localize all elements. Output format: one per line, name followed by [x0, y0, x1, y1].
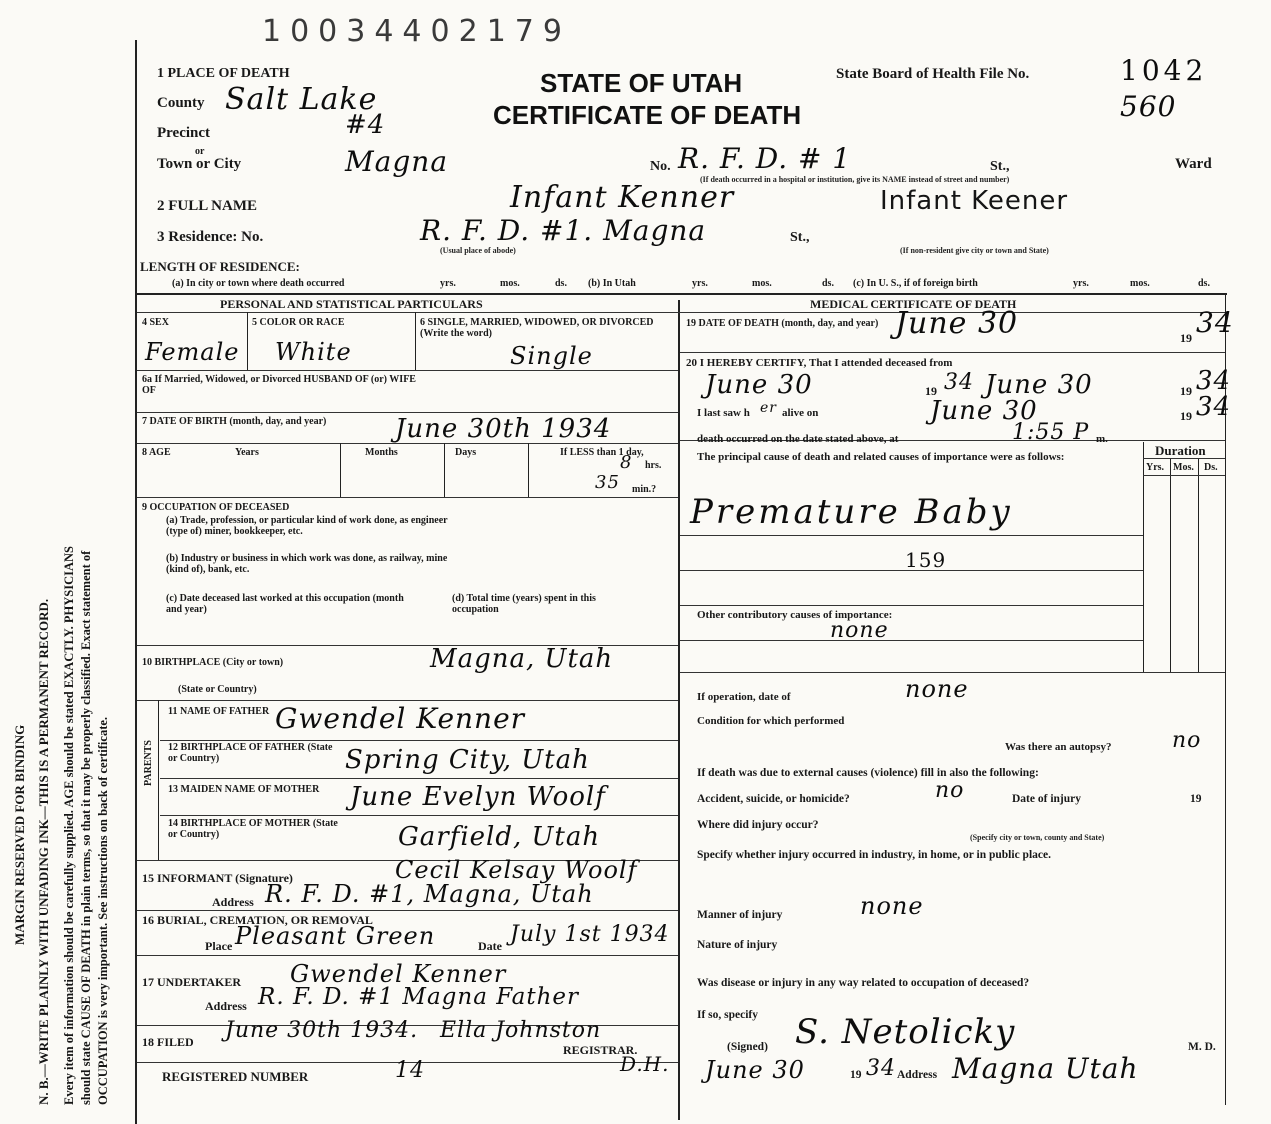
label-occupation: 9 OCCUPATION OF DECEASED [142, 502, 290, 513]
label-hrs: hrs. [645, 460, 662, 471]
value-county: Salt Lake [225, 82, 378, 117]
label-where: Where did injury occur? [697, 819, 819, 831]
value-time: 1:55 P [1012, 420, 1090, 445]
label-nature: Nature of injury [697, 939, 778, 951]
label-from-year: 19 [925, 384, 937, 398]
value-signed: S. Netolicky [795, 1012, 1016, 1052]
rule-row4 [137, 370, 678, 371]
parents-col [158, 700, 159, 860]
rule-r-cause3 [680, 605, 1143, 606]
label-residence: 3 Residence: No. [157, 229, 264, 245]
label-dur-ds: Ds. [1204, 462, 1218, 473]
label-accident: Accident, suicide, or homicide? [697, 793, 850, 805]
label-md: M. D. [1188, 1041, 1216, 1053]
title-certificate: CERTIFICATE OF DEATH [493, 100, 802, 130]
label-length-mos-a: mos. [500, 278, 520, 289]
usual-place-note: (Usual place of abode) [440, 246, 516, 255]
label-place: Place [205, 939, 233, 953]
value-alive-year: 34 [1196, 392, 1232, 422]
value-color: White [275, 338, 352, 366]
label-father-bp: 12 BIRTHPLACE OF FATHER (State or Country) [168, 742, 333, 764]
value-autopsy: no [1172, 728, 1202, 753]
label-signed: (Signed) [727, 1041, 768, 1053]
age-col-2 [444, 443, 445, 497]
label-length-mos-c: mos. [1130, 278, 1150, 289]
value-from-year: 34 [944, 370, 974, 395]
label-sex: 4 SEX [142, 317, 169, 328]
rule-row15 [137, 910, 678, 911]
value-town: Magna [345, 145, 449, 178]
value-reg-initials: D.H. [620, 1052, 670, 1076]
label-last-saw: I last saw h [697, 407, 750, 419]
label-father-name: 11 NAME OF FATHER [168, 706, 270, 717]
value-mother-name: June Evelyn Woolf [350, 782, 606, 812]
label-external: If death was due to external causes (violence) fill in also the following: [697, 767, 1039, 779]
label-to-year: 19 [1180, 384, 1192, 398]
label-length-ds-a: ds. [555, 278, 567, 289]
label-informant-address: Address [212, 895, 254, 909]
label-injury-year: 19 [1190, 793, 1202, 805]
value-undertaker-address: R. F. D. #1 Magna Father [258, 984, 579, 1010]
label-filed: 18 FILED [142, 1035, 194, 1049]
rule-r-contrib [680, 640, 1143, 641]
label-mother-bp: 14 BIRTHPLACE OF MOTHER (State or Country) [168, 818, 338, 840]
age-col-3 [528, 443, 529, 497]
value-full-name-typed: Infant Keener [880, 186, 1069, 216]
label-date-death: 19 DATE OF DEATH (month, day, and year) [686, 318, 879, 329]
label-color: 5 COLOR OR RACE [252, 317, 345, 328]
label-informant: 15 INFORMANT (Signature) [142, 871, 293, 885]
value-residence: R. F. D. #1. Magna [420, 214, 707, 247]
rule-row10 [137, 700, 678, 701]
center-divider [678, 300, 680, 1120]
value-father-name: Gwendel Kenner [275, 702, 526, 735]
rule-row6a [137, 412, 678, 413]
value-from-date: June 30 [705, 370, 813, 400]
label-alive-on: alive on [782, 407, 819, 419]
label-burial-date: Date [478, 939, 502, 953]
label-mother-name: 13 MAIDEN NAME OF MOTHER [168, 784, 320, 795]
value-reg-number: 14 [395, 1058, 425, 1083]
value-full-name: Infant Kenner [510, 180, 735, 215]
label-manner: Manner of injury [697, 909, 783, 921]
value-mother-bp: Garfield, Utah [398, 822, 601, 852]
nonresident-note: (If non-resident give city or town and State) [900, 246, 1049, 255]
value-age-hrs: 8 [620, 452, 633, 473]
label-ward: Ward [1175, 156, 1212, 172]
label-certify: 20 I HEREBY CERTIFY, That I attended deceased from [686, 357, 953, 369]
label-sign-address: Address [897, 1069, 938, 1081]
value-last-saw-her: er [760, 400, 777, 416]
board-label: State Board of Health File No. [836, 66, 1030, 82]
value-street-no: R. F. D. # 1 [678, 142, 852, 175]
label-age: 8 AGE [142, 447, 171, 458]
label-birthplace: 10 BIRTHPLACE (City or town) [142, 657, 284, 668]
duration-col-3 [1198, 458, 1199, 672]
value-filed: June 30th 1934. [225, 1018, 419, 1043]
label-length-yrs-c: yrs. [1073, 278, 1089, 289]
label-undertaker-address: Address [205, 999, 247, 1013]
label-if-so: If so, specify [697, 1009, 759, 1021]
rule-r19 [680, 352, 1225, 353]
value-informant: Cecil Kelsay Woolf [395, 856, 638, 884]
margin-instructions-1: Every item of information should be carefully supplied. AGE should be stated EXACTLY. PHYSICIANS [62, 546, 76, 1105]
label-dur-yrs: Yrs. [1146, 462, 1165, 473]
margin-instructions-3: OCCUPATION is very important. See instructions on back of certificate. [96, 716, 110, 1105]
label-alive-year: 19 [1180, 409, 1192, 423]
label-m: m. [1096, 433, 1108, 445]
label-place-of-death: 1 PLACE OF DEATH [157, 66, 290, 81]
file-number-2: 560 [1120, 90, 1177, 123]
label-burial: 16 BURIAL, CREMATION, OR REMOVAL [142, 913, 373, 927]
label-length-b: (b) In Utah [588, 278, 636, 289]
where-note: (Specify city or town, county and State) [970, 833, 1105, 842]
label-months: Months [365, 447, 398, 458]
label-occ-c: (c) Date deceased last worked at this occupation (month and year) [166, 593, 404, 615]
label-occ-a: (a) Trade, profession, or particular kind of work done, as engineer (type of) miner, bookkeeper, etc. [166, 515, 448, 537]
label-state-country: (State or Country) [178, 684, 257, 695]
value-sign-year: 34 [866, 1056, 896, 1081]
value-birthplace: Magna, Utah [430, 644, 614, 674]
age-col-1 [340, 443, 341, 497]
value-contributory: none [830, 618, 889, 643]
rule-section-head [137, 312, 1227, 313]
label-sign-year: 19 [850, 1069, 862, 1081]
margin-binding: MARGIN RESERVED FOR BINDING [12, 724, 27, 945]
value-father-bp: Spring City, Utah [345, 745, 590, 775]
label-length-yrs-a: yrs. [440, 278, 456, 289]
section-personal: PERSONAL AND STATISTICAL PARTICULARS [220, 297, 483, 311]
label-undertaker: 17 UNDERTAKER [142, 975, 242, 989]
rule-row16 [137, 955, 678, 956]
value-marital: Single [510, 342, 593, 370]
value-operation: none [905, 675, 969, 703]
label-occ-b: (b) Industry or business in which work was done, as railway, mine (kind of), bank, etc. [166, 553, 448, 575]
rule-row12 [160, 778, 678, 779]
label-condition: Condition for which performed [697, 715, 845, 727]
rule-row13 [160, 815, 678, 816]
label-registrar: REGISTRAR. [563, 1043, 638, 1057]
value-accident: no [935, 778, 965, 803]
value-cause: Premature Baby [690, 492, 1013, 532]
value-sign-date: June 30 [705, 1056, 805, 1084]
label-dob: 7 DATE OF BIRTH (month, day, and year) [142, 416, 327, 427]
label-length-yrs-b: yrs. [692, 278, 708, 289]
label-operation: If operation, date of [697, 691, 791, 703]
label-principal: The principal cause of death and related causes of importance were as follows: [697, 451, 1065, 463]
label-occ-d: (d) Total time (years) spent in this occupation [452, 593, 596, 615]
stamp-number: 10034402179 [262, 14, 571, 49]
label-precinct: Precinct [157, 125, 211, 141]
sex-col [247, 312, 248, 370]
label-parents: PARENTS [143, 740, 154, 786]
label-occurred: death occurred on the date stated above, at [697, 433, 899, 445]
value-manner: none [860, 892, 924, 920]
file-number: 1042 [1120, 54, 1208, 87]
label-injury-date: Date of injury [1012, 793, 1081, 805]
value-undertaker: Gwendel Kenner [290, 960, 507, 988]
value-precinct: #4 [345, 110, 386, 140]
value-to-date: June 30 [985, 370, 1093, 400]
label-specify-industry: Specify whether injury occurred in industry, in home, or in public place. [697, 849, 1051, 861]
section-medical: MEDICAL CERTIFICATE OF DEATH [810, 297, 1017, 311]
label-years: Years [235, 447, 259, 458]
color-col [415, 312, 416, 370]
label-no: No. [650, 159, 671, 174]
value-code: 159 [905, 548, 947, 572]
label-min: min.? [632, 484, 657, 495]
hospital-note: (If death occurred in a hospital or institution, give its NAME instead of street and number) [700, 175, 1010, 184]
duration-head-rule [1143, 458, 1225, 459]
label-autopsy: Was there an autopsy? [1005, 741, 1112, 753]
label-reg-number: REGISTERED NUMBER [162, 1069, 309, 1084]
label-length-ds-b: ds. [822, 278, 834, 289]
label-or: or [195, 146, 205, 157]
label-town: Town or City [157, 156, 242, 172]
margin-instructions-2: should state CAUSE OF DEATH in plain terms, so that it may be properly classified. Exact statement of [79, 550, 93, 1105]
duration-col-1 [1143, 442, 1144, 672]
value-burial-place: Pleasant Green [235, 922, 436, 950]
left-border [135, 40, 137, 1124]
label-days: Days [455, 447, 477, 458]
label-single: 6 SINGLE, MARRIED, WIDOWED, OR DIVORCED (Write the word) [420, 317, 654, 339]
title-state: STATE OF UTAH [540, 68, 743, 98]
value-registrar: Ella Johnston [440, 1018, 602, 1043]
value-alive-date: June 30 [930, 396, 1038, 426]
value-sign-address: Magna Utah [952, 1052, 1139, 1085]
rule-r-contrib2 [680, 672, 1143, 673]
rule-row8 [137, 497, 678, 498]
margin-nb: N. B.—WRITE PLAINLY WITH UNFADING INK—THIS IS A PERMANENT RECORD. [36, 598, 51, 1105]
label-year-death: 19 [1180, 331, 1192, 345]
label-county: County [157, 95, 205, 111]
label-length-ds-c: ds. [1198, 278, 1210, 289]
value-informant-address: R. F. D. #1, Magna, Utah [265, 880, 594, 908]
label-dur-mos: Mos. [1173, 462, 1194, 473]
label-length-mos-b: mos. [752, 278, 772, 289]
rule-r-cause [680, 535, 1143, 536]
duration-col-2 [1170, 458, 1171, 672]
value-sex: Female [145, 338, 240, 366]
label-contributory: Other contributory causes of importance: [697, 609, 893, 621]
label-length-a: (a) In city or town where death occurred [172, 278, 345, 289]
label-less-than: If LESS than 1 day, [560, 447, 644, 458]
rule-row11 [160, 740, 678, 741]
duration-bottom-rule [1143, 672, 1225, 673]
value-death-year: 34 [1196, 306, 1234, 339]
duration-sub-rule [1143, 475, 1225, 476]
value-burial-date: July 1st 1934 [510, 922, 670, 947]
value-death-date: June 30 [895, 306, 1019, 341]
label-full-name: 2 FULL NAME [157, 198, 258, 214]
label-length: LENGTH OF RESIDENCE: [140, 259, 300, 274]
label-length-c: (c) In U. S., if of foreign birth [853, 278, 978, 289]
label-related: Was disease or injury in any way related to occupation of deceased? [697, 977, 1030, 989]
value-age-min: 35 [595, 472, 620, 493]
value-to-year: 34 [1196, 366, 1232, 396]
rule-length [137, 293, 1227, 295]
label-st: St., [990, 159, 1010, 174]
value-dob: June 30th 1934 [395, 414, 612, 444]
label-husband: 6a If Married, Widowed, or Divorced HUSBAND OF (or) WIFE OF [142, 374, 416, 396]
label-st2: St., [790, 230, 810, 245]
label-duration: Duration [1155, 443, 1206, 458]
